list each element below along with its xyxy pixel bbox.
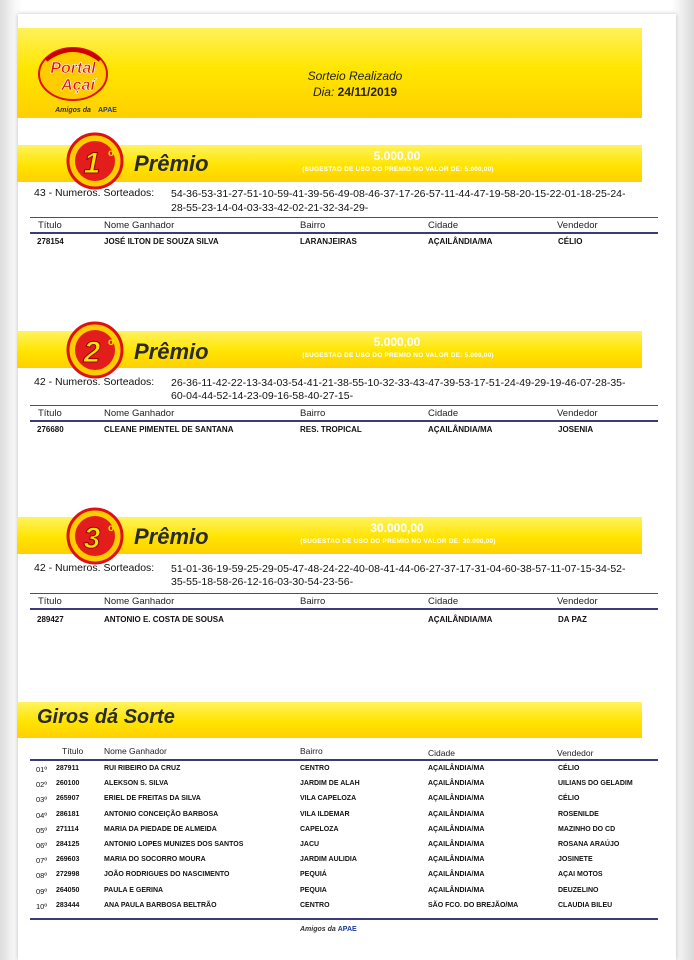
giros-row-vendedor: CÉLIO xyxy=(558,765,580,772)
giros-row-nome: ANA PAULA BARBOSA BELTRÃO xyxy=(104,901,217,909)
giros-row-titulo: 271114 xyxy=(56,825,79,833)
giros-row-nome: MARIA DO SOCORRO MOURA xyxy=(104,856,206,864)
giros-row-cidade: AÇAILÂNDIA/MA xyxy=(428,886,485,894)
giros-row-nome: JOÃO RODRIGUES DO NASCIMENTO xyxy=(104,871,230,879)
giros-row-cidade: AÇAILÂNDIA/MA xyxy=(428,810,485,818)
col-ganhador: Nome Ganhador xyxy=(104,596,175,607)
giros-row-titulo: 265907 xyxy=(56,795,80,803)
divider xyxy=(30,405,658,406)
footer-logo xyxy=(300,926,357,933)
giros-row-vendedor: CÉLIO xyxy=(558,795,580,803)
giros-row-vendedor: ROSENILDE xyxy=(558,810,599,818)
prize-2-value: 5.000,00 xyxy=(373,335,421,349)
giros-row-bairro: VILA ILDEMAR xyxy=(300,810,350,818)
prize-3-value: 30.000,00 xyxy=(370,521,424,535)
giros-row-pos: 06º xyxy=(36,841,48,850)
giros-row-pos: 02º xyxy=(36,780,48,790)
giros-row-cidade: SÃO FCO. DO BREJÃO/MA xyxy=(428,901,519,909)
divider xyxy=(30,593,658,594)
date-label: Dia: xyxy=(312,85,335,99)
giros-row-cidade: AÇAILÂNDIA/MA xyxy=(428,765,485,772)
giros-row-pos: 07º xyxy=(36,856,48,866)
giros-row-vendedor: CLAUDIA BILEU xyxy=(558,901,613,909)
giros-row-bairro: VILA CAPELOZA xyxy=(300,795,357,803)
prize-3-numbers-line1: 51-01-36-19-59-25-29-05-47-48-24-22-40-08-41-44-06-27-37-17-31-04-60-38-57-11-07-15-34-52- xyxy=(171,563,626,575)
medal-2-ordinal: 2 xyxy=(83,336,101,369)
svg-text:o: o xyxy=(108,523,115,534)
svg-text:Portal: Portal xyxy=(50,60,96,77)
giros-row-nome: ANTONIO LOPES MUNIZES DOS SANTOS xyxy=(104,841,244,848)
prize-3-numbers-line2: 35-55-18-58-26-12-16-03-30-54-23-56- xyxy=(171,576,354,588)
svg-text:o: o xyxy=(108,148,115,159)
prize-1-vendedor: CÉLIO xyxy=(558,237,583,246)
prize-1-numbers-line2: 28-55-23-14-04-03-33-42-02-21-32-34-29- xyxy=(171,202,369,214)
prize-1-label: Prêmio xyxy=(134,151,209,176)
footer-text: Amigos da xyxy=(300,926,336,933)
divider xyxy=(30,420,658,422)
draw-date xyxy=(280,85,430,99)
giros-row-nome: ERIEL DE FREITAS DA SILVA xyxy=(104,795,201,803)
prize-1-value: 5.000,00 xyxy=(373,149,421,163)
divider xyxy=(30,232,658,234)
giros-row-vendedor: DEUZELINO xyxy=(558,886,599,894)
col-vendedor: Vendedor xyxy=(557,408,598,419)
giros-row-nome: ANTONIO CONCEIÇÃO BARBOSA xyxy=(104,810,219,818)
prize-2-suggestion: (SUGESTAO DE USO DO PREMIO NO VALOR DE: 5.000,00) xyxy=(302,352,494,359)
prize-3-label: Prêmio xyxy=(134,524,209,549)
prize-2-bairro: RES. TROPICAL xyxy=(300,425,362,434)
col-titulo: Título xyxy=(38,596,62,607)
prize-2-numbers-line2: 60-04-44-52-14-23-09-16-58-40-27-15- xyxy=(171,390,354,402)
giros-title: Giros dá Sorte xyxy=(37,706,175,728)
medal-3-ordinal: 3 xyxy=(83,522,101,555)
giros-row-bairro: PEQUIÁ xyxy=(300,871,327,879)
giros-row-bairro: CENTRO xyxy=(300,765,330,772)
giros-col-bairro: Bairro xyxy=(300,746,323,756)
prize-2-numbers-label: 42 - Numeros. Sorteados: xyxy=(34,376,155,388)
giros-row-bairro: JACU xyxy=(300,841,320,848)
giros-row-bairro: JARDIM AULIDIA xyxy=(300,856,357,864)
svg-text:o: o xyxy=(108,337,115,348)
giros-col-cidade: Cidade xyxy=(428,748,455,758)
giros-row-titulo: 283444 xyxy=(56,901,80,909)
portal-acai-logo xyxy=(28,40,118,120)
col-titulo: Título xyxy=(38,408,62,419)
giros-row-nome: MARIA DA PIEDADE DE ALMEIDA xyxy=(104,825,217,833)
prize-2-winner-name: CLEANE PIMENTEL DE SANTANA xyxy=(104,425,234,434)
prize-3-numbers-label: 42 - Numeros. Sorteados: xyxy=(34,562,155,574)
giros-row-titulo: 269603 xyxy=(56,856,80,864)
prize-1-bairro: LARANJEIRAS xyxy=(300,237,357,246)
giros-row-cidade: AÇAILÂNDIA/MA xyxy=(428,795,485,803)
giros-row-pos: 10º xyxy=(36,901,48,911)
prize-2-titulo: 276680 xyxy=(37,425,64,434)
giros-row-bairro: JARDIM DE ALAH xyxy=(300,780,360,788)
giros-row-titulo: 284125 xyxy=(56,841,80,848)
prize-1-suggestion: (SUGESTAO DE USO DO PREMIO NO VALOR DE: 5.000,00) xyxy=(302,166,494,173)
col-vendedor: Vendedor xyxy=(557,220,598,231)
footer-brand: APAE xyxy=(337,926,357,933)
giros-col-titulo: Título xyxy=(62,746,84,756)
giros-row-vendedor: MAZINHO DO CD xyxy=(558,825,616,833)
giros-row-cidade: AÇAILÂNDIA/MA xyxy=(428,871,485,879)
divider xyxy=(30,918,658,920)
prize-1-numbers-line1: 54-36-53-31-27-51-10-59-41-39-56-49-08-46-37-17-26-57-11-44-47-19-58-20-15-22-01-18-25-24- xyxy=(171,188,626,200)
giros-row-pos: 05º xyxy=(36,825,48,835)
medal-1-ordinal: 1 xyxy=(83,147,101,180)
giros-row-vendedor: ROSANA ARAÚJO xyxy=(558,841,620,848)
col-bairro: Bairro xyxy=(300,408,326,419)
col-bairro: Bairro xyxy=(300,596,326,607)
col-cidade: Cidade xyxy=(428,596,459,607)
divider xyxy=(30,217,658,218)
giros-col-ganhador: Nome Ganhador xyxy=(104,746,167,756)
giros-row-titulo: 264050 xyxy=(56,886,80,894)
giros-row-cidade: AÇAILÂNDIA/MA xyxy=(428,856,485,864)
giros-row-pos: 04º xyxy=(36,810,48,820)
prize-2-numbers-line1: 26-36-11-42-22-13-34-03-54-41-21-38-55-10-32-33-43-47-39-53-17-51-24-49-29-19-46-07-28-35- xyxy=(171,377,626,389)
prize-1-cidade: AÇAILÂNDIA/MA xyxy=(428,237,493,246)
prize-3-cidade: AÇAILÂNDIA/MA xyxy=(428,615,493,624)
prize-1-numbers-label: 43 - Numeros. Sorteados: xyxy=(34,187,155,199)
prize-3-vendedor: DA PAZ xyxy=(558,615,587,624)
giros-row-vendedor: AÇAI MOTOS xyxy=(558,871,603,879)
prize-2-label: Prêmio xyxy=(134,339,209,364)
prize-3-winner-name: ANTONIO E. COSTA DE SOUSA xyxy=(104,615,224,624)
giros-row-nome: RUI RIBEIRO DA CRUZ xyxy=(104,765,181,772)
prize-1-winner-name: JOSÉ ILTON DE SOUZA SILVA xyxy=(104,237,219,246)
col-bairro: Bairro xyxy=(300,220,326,231)
prize-2-vendedor: JOSENIA xyxy=(558,425,594,434)
col-cidade: Cidade xyxy=(428,408,459,419)
draw-title: Sorteio Realizado xyxy=(307,69,403,83)
giros-row-cidade: AÇAILÂNDIA/MA xyxy=(428,780,485,788)
giros-row-bairro: PEQUIA xyxy=(300,886,327,894)
medal-3-icon xyxy=(66,507,124,565)
prize-3-suggestion: (SUGESTAO DE USO DO PREMIO NO VALOR DE: 30.000,00) xyxy=(300,538,496,545)
giros-row-cidade: AÇAILÂNDIA/MA xyxy=(428,825,485,833)
col-ganhador: Nome Ganhador xyxy=(104,220,175,231)
giros-row-pos: 08º xyxy=(36,871,48,881)
giros-row-pos: 03º xyxy=(36,795,48,805)
divider xyxy=(30,608,658,610)
giros-row-vendedor: JOSINETE xyxy=(558,856,593,864)
svg-text:APAE: APAE xyxy=(98,107,117,114)
giros-row-titulo: 286181 xyxy=(56,810,80,818)
giros-row-bairro: CAPELOZA xyxy=(300,825,339,833)
giros-row-titulo: 287911 xyxy=(56,765,79,772)
col-titulo: Título xyxy=(38,220,62,231)
giros-row-titulo: 272998 xyxy=(56,871,80,879)
prize-2-cidade: AÇAILÂNDIA/MA xyxy=(428,425,493,434)
medal-1-icon xyxy=(66,132,124,190)
divider xyxy=(30,759,658,761)
medal-2-icon xyxy=(66,321,124,379)
giros-row-pos: 01º xyxy=(36,765,48,774)
prize-1-titulo: 278154 xyxy=(37,237,64,246)
date-value: 24/11/2019 xyxy=(337,85,398,99)
giros-row-pos: 09º xyxy=(36,886,48,896)
giros-row-titulo: 260100 xyxy=(56,780,80,788)
svg-text:Amigos da: Amigos da xyxy=(55,107,91,114)
prize-3-titulo: 289427 xyxy=(37,615,64,624)
giros-row-nome: PAULA E GERINA xyxy=(104,886,164,894)
giros-col-vendedor: Vendedor xyxy=(557,748,594,758)
col-cidade: Cidade xyxy=(428,220,459,231)
giros-row-cidade: AÇAILÂNDIA/MA xyxy=(428,841,485,848)
giros-row-vendedor: UILIANS DO GELADIM xyxy=(558,780,633,788)
giros-row-bairro: CENTRO xyxy=(300,901,330,909)
giros-row-nome: ALEKSON S. SILVA xyxy=(104,780,169,788)
col-vendedor: Vendedor xyxy=(557,596,598,607)
svg-text:Açaí: Açaí xyxy=(61,77,95,94)
col-ganhador: Nome Ganhador xyxy=(104,408,175,419)
